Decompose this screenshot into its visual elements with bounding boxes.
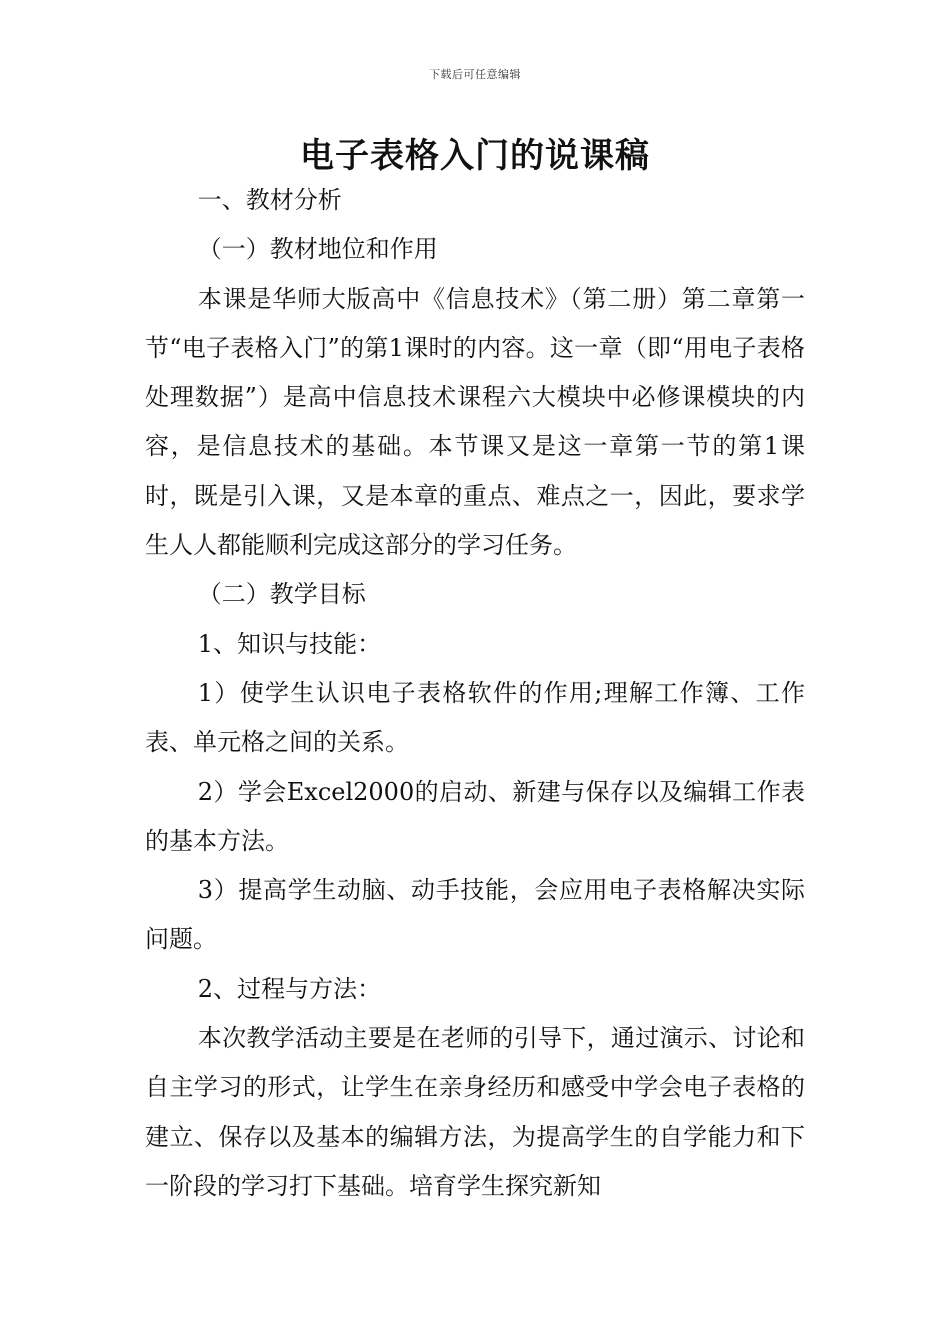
- document-body: [145, 176, 805, 1211]
- header-note: 下载后可任意编辑: [429, 68, 521, 81]
- list-heading-process-method: 2、过程与方法：: [197, 974, 382, 1003]
- paragraph-process: 本次教学活动主要是在老师的引导下，通过演示、讨论和自主学习的形式，让学生在亲身经历和感受中学会电子表格的建立、保存以及基本的编辑方法，为提高学生的自学能力和下一阶段的学习打下基础。培育学生探究新知: [145, 1024, 805, 1200]
- list-item-2: 2）学会Excel2000的启动、新建与保存以及编辑工作表的基本方法。: [145, 777, 805, 855]
- list-heading-knowledge-skills: 1、知识与技能：: [197, 629, 382, 658]
- paragraph-intro: 本课是华师大版高中《信息技术》（第二册）第二章第一节“电子表格入门”的第1课时的内容。这一章（即“用电子表格处理数据”）是高中信息技术课程六大模块中必修课模块的内容，是信息技术的基础。本节课又是这一章第一节的第1课时，既是引入课，又是本章的重点、难点之一，因此，要求学生人人都能顺利完成这部分的学习任务。: [145, 284, 805, 560]
- subsection-heading-teaching-goals: （二）教学目标: [197, 580, 366, 609]
- list-item-3: 3）提高学生动脑、动手技能，会应用电子表格解决实际问题。: [145, 876, 805, 954]
- subsection-heading-position-role: （一）教材地位和作用: [197, 235, 438, 264]
- list-item-1: 1）使学生认识电子表格软件的作用;理解工作簿、工作表、单元格之间的关系。: [145, 678, 805, 757]
- document-title: 电子表格入门的说课稿: [300, 136, 650, 176]
- section-heading-textbook-analysis: 一、教材分析: [197, 186, 342, 214]
